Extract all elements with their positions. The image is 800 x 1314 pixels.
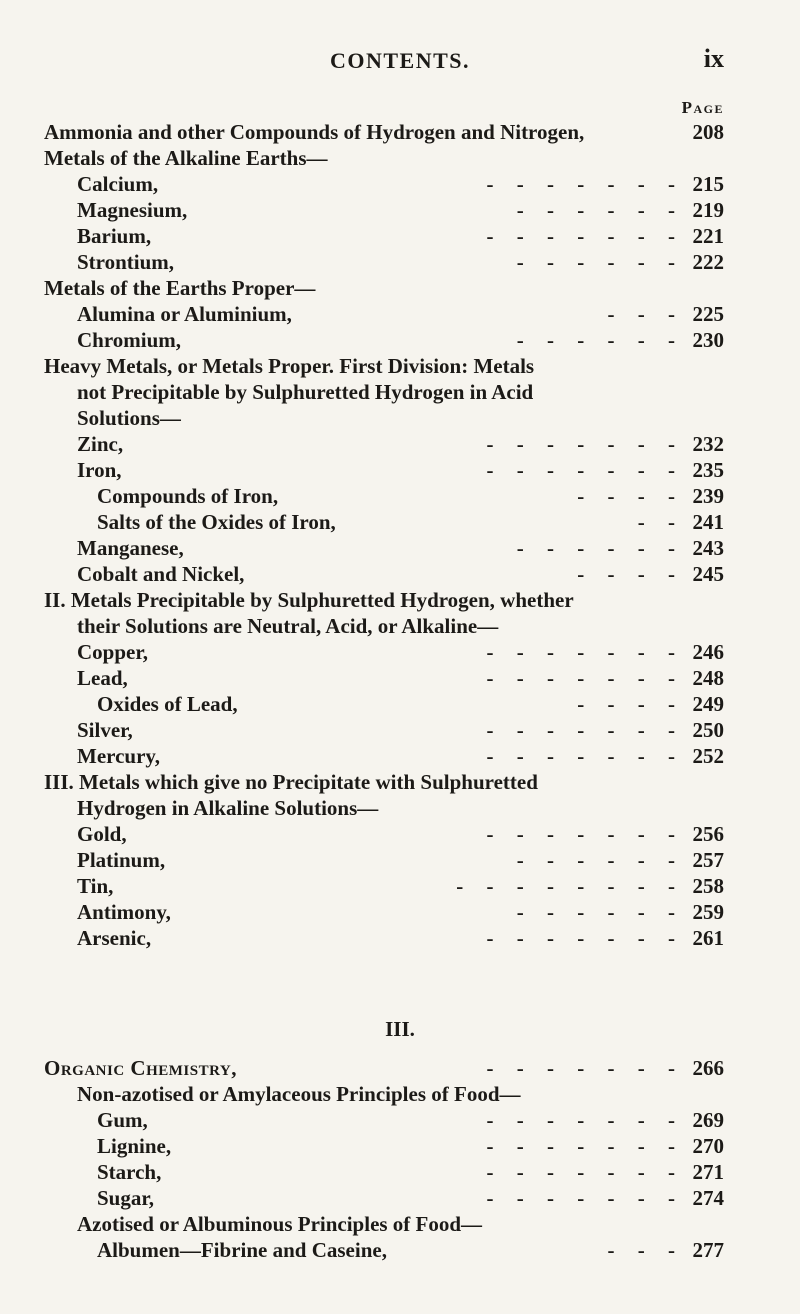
toc-page-number: 219 (692, 198, 724, 222)
toc-entry-title: II. Metals Precipitable by Sulphuretted Hydrogen, whether (44, 588, 574, 612)
toc-entry (0, 457, 800, 483)
toc-entry-title: Azotised or Albuminous Principles of Food— (77, 1212, 483, 1236)
toc-entry-title: Arsenic, (77, 926, 152, 950)
toc-entry (0, 301, 800, 327)
toc-page-number: 274 (692, 1186, 724, 1210)
toc-entry-title: Metals of the Earths Proper— (44, 276, 316, 300)
toc-page-number: 269 (692, 1108, 724, 1132)
toc-entry (0, 119, 800, 145)
toc-entry (0, 327, 800, 353)
toc-entry (0, 925, 800, 951)
toc-page-number: 243 (692, 536, 724, 560)
toc-entry (0, 197, 800, 223)
toc-entry-title: Heavy Metals, or Metals Proper. First Division: Metals (44, 354, 535, 378)
dot-leader: - - - - - - - (486, 1108, 675, 1132)
toc-entry (0, 535, 800, 561)
dot-leader: - - - - - - (516, 536, 675, 560)
toc-page-number: 235 (692, 458, 724, 482)
toc-page-number: 248 (692, 666, 724, 690)
toc-entry (0, 795, 800, 821)
toc-entry (0, 899, 800, 925)
toc-entry-title: Iron, (77, 458, 122, 482)
dot-leader: - - - - - - (516, 250, 675, 274)
dot-leader: - - - - - - - (486, 640, 675, 664)
toc-page-number: 271 (692, 1160, 724, 1184)
dot-leader: - - - - - - (516, 848, 675, 872)
toc-entry (0, 1237, 800, 1263)
dot-leader: - - - - (577, 692, 675, 716)
section-heading: III. (385, 1017, 415, 1041)
dot-leader: - - - - - - (516, 900, 675, 924)
toc-entry (0, 743, 800, 769)
dot-leader: - - - (607, 302, 675, 326)
toc-page-number: 208 (692, 120, 724, 144)
toc-entry-title: Lignine, (97, 1134, 172, 1158)
toc-page-number: 261 (692, 926, 724, 950)
toc-page-number: 257 (692, 848, 724, 872)
toc-entry (0, 613, 800, 639)
toc-entry (0, 1055, 800, 1081)
toc-entry-title: Platinum, (77, 848, 166, 872)
toc-entry-title: III. Metals which give no Precipitate with Sulphuretted (44, 770, 538, 794)
toc-entry (0, 873, 800, 899)
toc-entry (0, 171, 800, 197)
toc-entry-title: Magnesium, (77, 198, 188, 222)
toc-entry-title: Calcium, (77, 172, 159, 196)
toc-entry-title: Oxides of Lead, (97, 692, 238, 716)
toc-entry-title: Compounds of Iron, (97, 484, 279, 508)
toc-page-number: 221 (692, 224, 724, 248)
toc-page-number: 232 (692, 432, 724, 456)
dot-leader: - - (637, 510, 675, 534)
toc-entry (0, 145, 800, 171)
toc-entry (0, 665, 800, 691)
toc-entry (0, 821, 800, 847)
dot-leader: - - - - - - - (486, 1186, 675, 1210)
toc-entry-title: not Precipitable by Sulphuretted Hydrogen in Acid (77, 380, 534, 404)
toc-entry-title: Gold, (77, 822, 127, 846)
toc-entry-title: Gum, (97, 1108, 148, 1132)
dot-leader: - - - - (577, 562, 675, 586)
toc-page-number: 259 (692, 900, 724, 924)
dot-leader: - - - - - - - (486, 458, 675, 482)
toc-page-number: 256 (692, 822, 724, 846)
toc-entry-title: Zinc, (77, 432, 124, 456)
toc-entry-title: Sugar, (97, 1186, 155, 1210)
toc-entry (0, 691, 800, 717)
toc-entry (0, 1159, 800, 1185)
toc-entry-title: Hydrogen in Alkaline Solutions— (77, 796, 379, 820)
toc-entry-title: Chromium, (77, 328, 182, 352)
dot-leader: - - - - - - - (486, 1056, 675, 1080)
toc-entry-title: Starch, (97, 1160, 162, 1184)
toc-page-number: 245 (692, 562, 724, 586)
toc-entry-title: Silver, (77, 718, 133, 742)
toc-entry-title: their Solutions are Neutral, Acid, or Alkaline— (77, 614, 499, 638)
toc-page-number: 241 (692, 510, 724, 534)
toc-entry (0, 769, 800, 795)
dot-leader: - - - - - - - (486, 718, 675, 742)
toc-page-number: 249 (692, 692, 724, 716)
toc-entry (0, 483, 800, 509)
toc-entry (0, 717, 800, 743)
toc-entry-title: Non-azotised or Amylaceous Principles of Food— (77, 1082, 521, 1106)
toc-entry (0, 1185, 800, 1211)
toc-entry-title: Alumina or Aluminium, (77, 302, 292, 326)
toc-entry (0, 587, 800, 613)
toc-entry (0, 1133, 800, 1159)
toc-page-number: 225 (692, 302, 724, 326)
toc-page-number: 239 (692, 484, 724, 508)
toc-entry-title: Barium, (77, 224, 152, 248)
running-head-title: CONTENTS. (329, 48, 471, 73)
toc-entry-title: Salts of the Oxides of Iron, (97, 510, 336, 534)
toc-entry-title: Mercury, (77, 744, 160, 768)
toc-page-number: 270 (692, 1134, 724, 1158)
dot-leader: - - - - - - - (486, 1160, 675, 1184)
toc-entry (0, 561, 800, 587)
dot-leader: - - - - - - - (486, 926, 675, 950)
toc-entry (0, 223, 800, 249)
toc-entry-title: Antimony, (77, 900, 171, 924)
toc-page-number: 258 (692, 874, 724, 898)
toc-page-number: 277 (692, 1238, 724, 1262)
dot-leader: - - - - - - - - (456, 874, 675, 898)
dot-leader: - - - (607, 1238, 675, 1262)
toc-entry (0, 353, 800, 379)
toc-page-number: 250 (692, 718, 724, 742)
toc-entry-title: Lead, (77, 666, 128, 690)
dot-leader: - - - - - - (516, 328, 675, 352)
toc-page-number: 230 (692, 328, 724, 352)
dot-leader: - - - - - - - (486, 666, 675, 690)
dot-leader: - - - - - - - (486, 224, 675, 248)
toc-entry-title: Manganese, (77, 536, 184, 560)
toc-entry-title: Strontium, (77, 250, 175, 274)
toc-entry (0, 275, 800, 301)
toc-page-number: 215 (692, 172, 724, 196)
toc-entry (0, 405, 800, 431)
toc-entry-title: Metals of the Alkaline Earths— (44, 146, 328, 170)
toc-entry (0, 1081, 800, 1107)
toc-page-number: 252 (692, 744, 724, 768)
toc-entry (0, 249, 800, 275)
toc-entry (0, 639, 800, 665)
toc-entry-title: Tin, (77, 874, 114, 898)
page-column-label: Page (681, 98, 724, 117)
toc-entry-title: Organic Chemistry, (44, 1056, 237, 1080)
dot-leader: - - - - - - - (486, 822, 675, 846)
toc-entry-title: Cobalt and Nickel, (77, 562, 245, 586)
toc-entry (0, 509, 800, 535)
dot-leader: - - - - - - (516, 198, 675, 222)
toc-entry (0, 1211, 800, 1237)
toc-entry (0, 847, 800, 873)
dot-leader: - - - - (577, 484, 675, 508)
toc-entry-title: Albumen—Fibrine and Caseine, (97, 1238, 387, 1262)
toc-entry (0, 1107, 800, 1133)
dot-leader: - - - - - - - (486, 172, 675, 196)
dot-leader: - - - - - - - (486, 1134, 675, 1158)
toc-page-number: 246 (692, 640, 724, 664)
toc-page-number: 222 (692, 250, 724, 274)
dot-leader: - - - - - - - (486, 432, 675, 456)
page-number: ix (703, 44, 724, 73)
toc-entry-title: Ammonia and other Compounds of Hydrogen and Nitrogen, (44, 120, 585, 144)
toc-entry (0, 379, 800, 405)
toc-entry-title: Copper, (77, 640, 148, 664)
dot-leader: - - - - - - - (486, 744, 675, 768)
toc-entry (0, 431, 800, 457)
toc-page-number: 266 (692, 1056, 724, 1080)
toc-entry-title: Solutions— (77, 406, 181, 430)
